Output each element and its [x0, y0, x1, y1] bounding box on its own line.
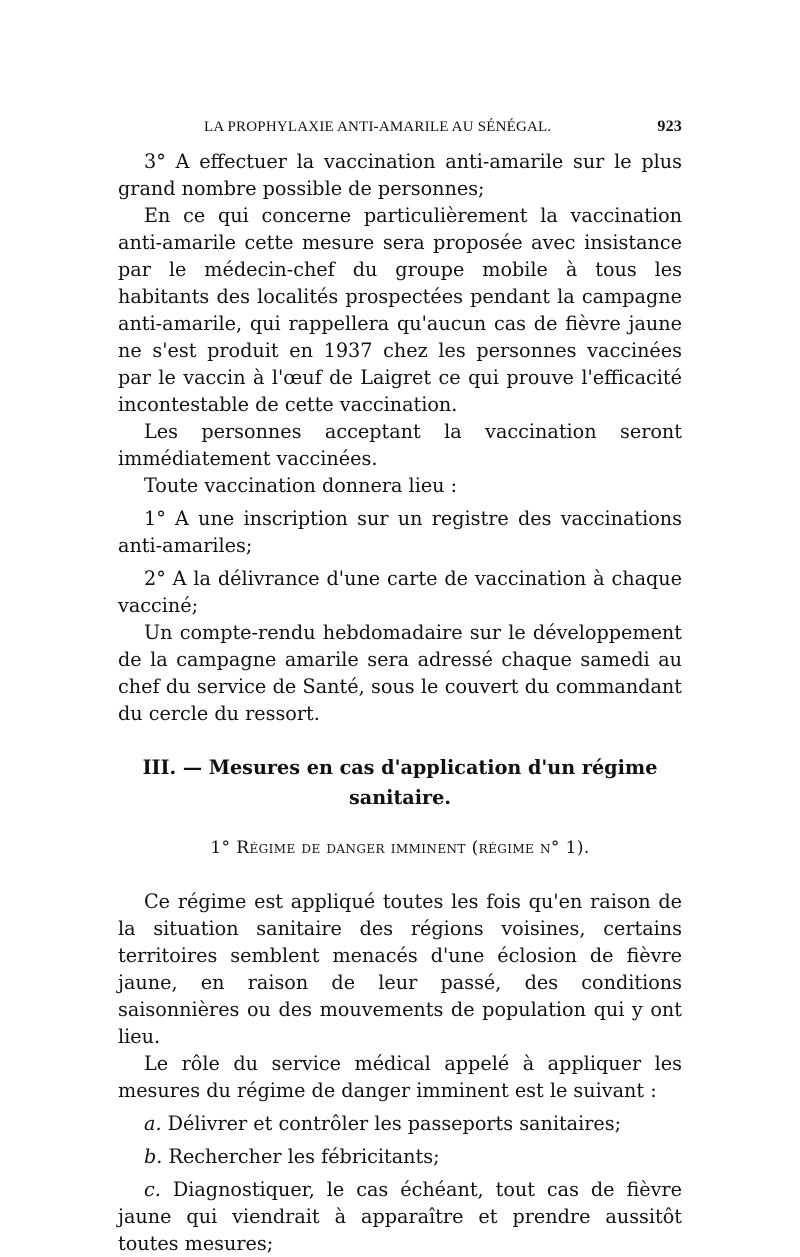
list-item	[118, 1110, 682, 1137]
running-header	[118, 118, 682, 136]
paragraph: En ce qui concerne particulièrement la vaccination anti-amarile cette mesure sera proposée avec insistance par le médecin-chef du groupe mobile à tous les habitants des localités prospectées pendant la campagne anti-amarile, qui rappellera qu'aucun cas de fièvre jaune ne s'est produit en 1937 chez les personnes vaccinées par le vaccin à l'œuf de Laigret ce qui prouve l'efficacité incontestable de cette vaccination.	[118, 204, 682, 416]
section-heading	[118, 753, 682, 813]
list-item-letter: c.	[144, 1178, 161, 1201]
paragraph: Ce régime est appliqué toutes les fois qu'en raison de la situation sanitaire des régions voisines, certains territoires semblent menacés d'une éclosion de fièvre jaune, en raison de leur passé, des conditions saisonnières ou des mouvements de population qui y ont lieu.	[118, 890, 682, 1048]
paragraph: Un compte-rendu hebdomadaire sur le développement de la campagne amarile sera adressé chaque samedi au chef du service de Santé, sous le couvert du commandant du cercle du ressort.	[118, 621, 682, 725]
list-item-text: Diagnostiquer, le cas échéant, tout cas de fièvre jaune qui viendrait à apparaître et prendre aussitôt toutes mesures;	[118, 1178, 682, 1255]
paragraph: Toute vaccination donnera lieu :	[144, 474, 458, 497]
paragraph: 3° A effectuer la vaccination anti-amarile sur le plus grand nombre possible de personnes;	[118, 150, 682, 200]
page-body	[118, 148, 682, 1257]
sub-heading	[118, 835, 682, 862]
paragraph: Les personnes acceptant la vaccination seront immédiatement vaccinées.	[118, 420, 682, 470]
list-item-text: Rechercher les fébricitants;	[168, 1145, 440, 1168]
section-heading-line: III. — Mesures en cas d'application d'un régime	[142, 756, 658, 779]
sub-heading-number: 1°	[210, 838, 231, 858]
running-title: LA PROPHYLAXIE ANTI-AMARILE AU SÉNÉGAL.	[204, 119, 552, 135]
paragraph: Le rôle du service médical appelé à appliquer les mesures du régime de danger imminent est le suivant :	[118, 1052, 682, 1102]
list-item	[118, 1143, 682, 1170]
paragraph: 1° A une inscription sur un registre des vaccinations anti-amariles;	[118, 507, 682, 557]
sub-heading-text: Régime de danger imminent (régime n° 1).	[236, 838, 590, 858]
paragraph: 2° A la délivrance d'une carte de vaccination à chaque vacciné;	[118, 567, 682, 617]
page-number: 923	[657, 118, 682, 135]
list-item-letter: b.	[144, 1145, 163, 1168]
list-item-letter: a.	[144, 1112, 162, 1135]
list-item-text: Délivrer et contrôler les passeports sanitaires;	[167, 1112, 622, 1135]
section-heading-line: sanitaire.	[348, 786, 452, 809]
